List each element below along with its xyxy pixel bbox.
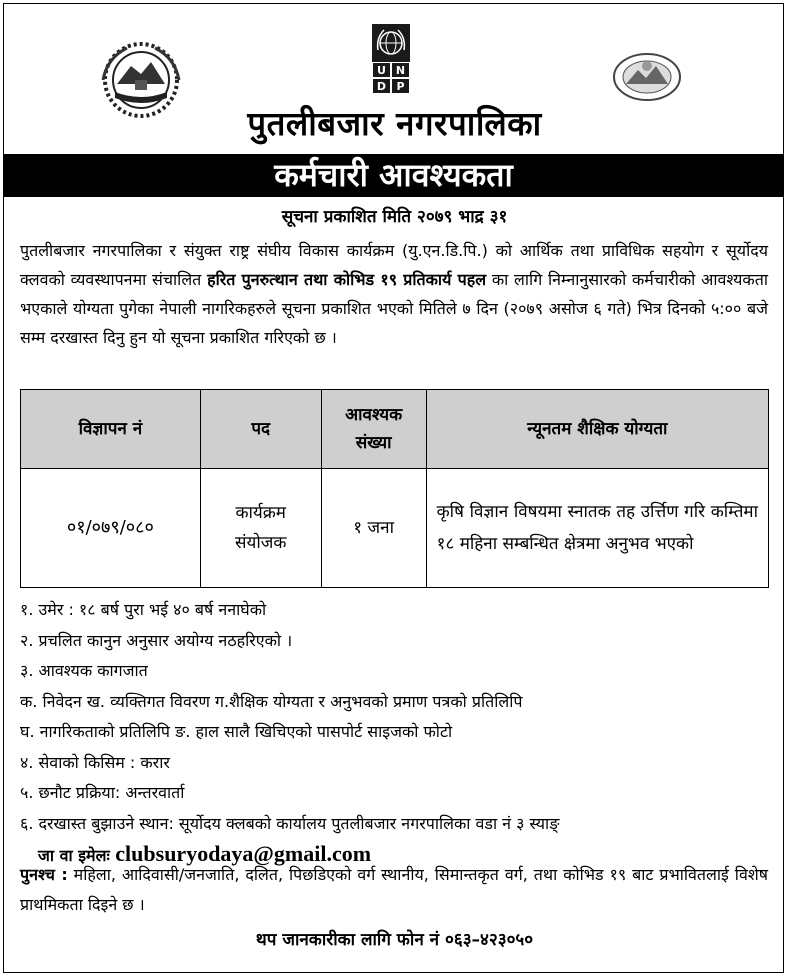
cell-post-text: कार्यक्रम संयोजक: [235, 503, 287, 553]
undp-logo: [372, 24, 410, 94]
postscript-text: महिला, आदिवासी/जनजाति, दलित, पिछडिएको वर्ग स्थानीय, सिमान्तकृत वर्ग, तथा कोभिड १९ बाट प्रभावितलाई विशेष प्राथमिकता दिइने छ ।: [20, 865, 768, 914]
undp-letter-n: N: [391, 62, 410, 78]
condition-submission-place: ६. दरखास्त बुझाउने स्थान: सूर्योदय क्लबको कार्यालय पुतलीबजार नगरपालिका वडा नं ३ स्याङ्: [20, 813, 560, 833]
un-globe-icon: [372, 24, 410, 62]
email-prefix: जा वा इमेलः: [38, 846, 116, 865]
condition-eligibility: २. प्रचलित कानुन अनुसार अयोग्य नठहरिएको ।: [20, 630, 293, 650]
municipality-title: पुतलीबजार नगरपालिका: [247, 104, 542, 143]
table-header-row: [21, 390, 769, 469]
published-date: सूचना प्रकाशित मिति २०७९ भाद्र ३१: [281, 207, 508, 227]
postscript: [20, 860, 768, 920]
header-qualification: न्यूनतम शैक्षिक योग्यता: [426, 390, 768, 469]
vacancy-table: [20, 389, 769, 588]
condition-documents-list-2: घ. नागरिकताको प्रतिलिपि ङ. हाल सालै खिचिएको पासपोर्ट साइजको फोटो: [20, 722, 453, 741]
cell-qualification: कृषि विज्ञान विषयमा स्नातक तह उर्त्तिण गरि कम्तिमा १८ महिना सम्बन्धित क्षेत्रमा अनुभव भएको: [426, 469, 768, 588]
condition-documents: ३. आवश्यक कागजात: [20, 661, 148, 680]
undp-letter-u: U: [372, 62, 391, 78]
header-post: पद: [200, 390, 321, 469]
intro-paragraph: [20, 236, 768, 352]
vacancy-banner: कर्मचारी आवश्यकता: [3, 154, 784, 197]
condition-documents-list-1: क. निवेदन ख. व्यक्तिगत विवरण ग.शैक्षिक योग्यता र अनुभवको प्रमाण पत्रको प्रतिलिपि: [20, 691, 523, 711]
cell-count: १ जना: [321, 469, 426, 588]
undp-letter-d: D: [372, 78, 391, 94]
intro-program-name: हरित पुनरुत्थान तथा कोभिड १९ प्रतिकार्य पहल: [207, 270, 487, 289]
contact-phone: थप जानकारीका लागि फोन नं ०६३–४२३०५०: [255, 930, 534, 950]
intro-text-2: का लागि निम्नानुसारको कर्मचारीको आवश्यकता भएकाले योग्यता पुगेका नेपाली नागरिकहरुले सूचना प्रकाशित भएको मितिले ७ दिन (२०७९ असोज ६ गते) भित्र दिनको ५:०० बजे सम्म दरखास्त दिनु हुन यो सूचना प्रकाशित गरिएको छ ।: [20, 270, 768, 347]
suryodaya-club-logo: [612, 52, 682, 102]
email-address[interactable]: clubsuryodaya@gmail.com: [115, 841, 372, 866]
intro-text-1: पुतलीबजार नगरपालिका र संयुक्त राष्ट्र संघीय विकास कार्यक्रम (यु.एन.डि.पि.) को आर्थिक तथा प्राविधिक सहयोग र सूर्योदय क्लवको व्यवस्थापनमा संचालित: [20, 241, 768, 289]
cell-ad-no: ०१/०७९/०८०: [21, 469, 201, 588]
header-count: [321, 390, 426, 469]
postscript-label: पुनश्च :: [20, 865, 68, 884]
header-count-text: आवश्यक संख्या: [345, 405, 403, 453]
table-row: [21, 469, 769, 588]
header-ad-no: विज्ञापन नं: [21, 390, 201, 469]
condition-age: १. उमेर : १८ बर्ष पुरा भई ४० बर्ष ननाघेको: [20, 600, 267, 619]
condition-service-type: ४. सेवाको किसिम : करार: [20, 752, 170, 772]
cell-post: [200, 469, 321, 588]
condition-selection-process: ५. छनौट प्रक्रिया: अन्तरवार्ता: [20, 783, 185, 802]
undp-letter-p: P: [391, 78, 410, 94]
conditions-list: [20, 595, 780, 872]
